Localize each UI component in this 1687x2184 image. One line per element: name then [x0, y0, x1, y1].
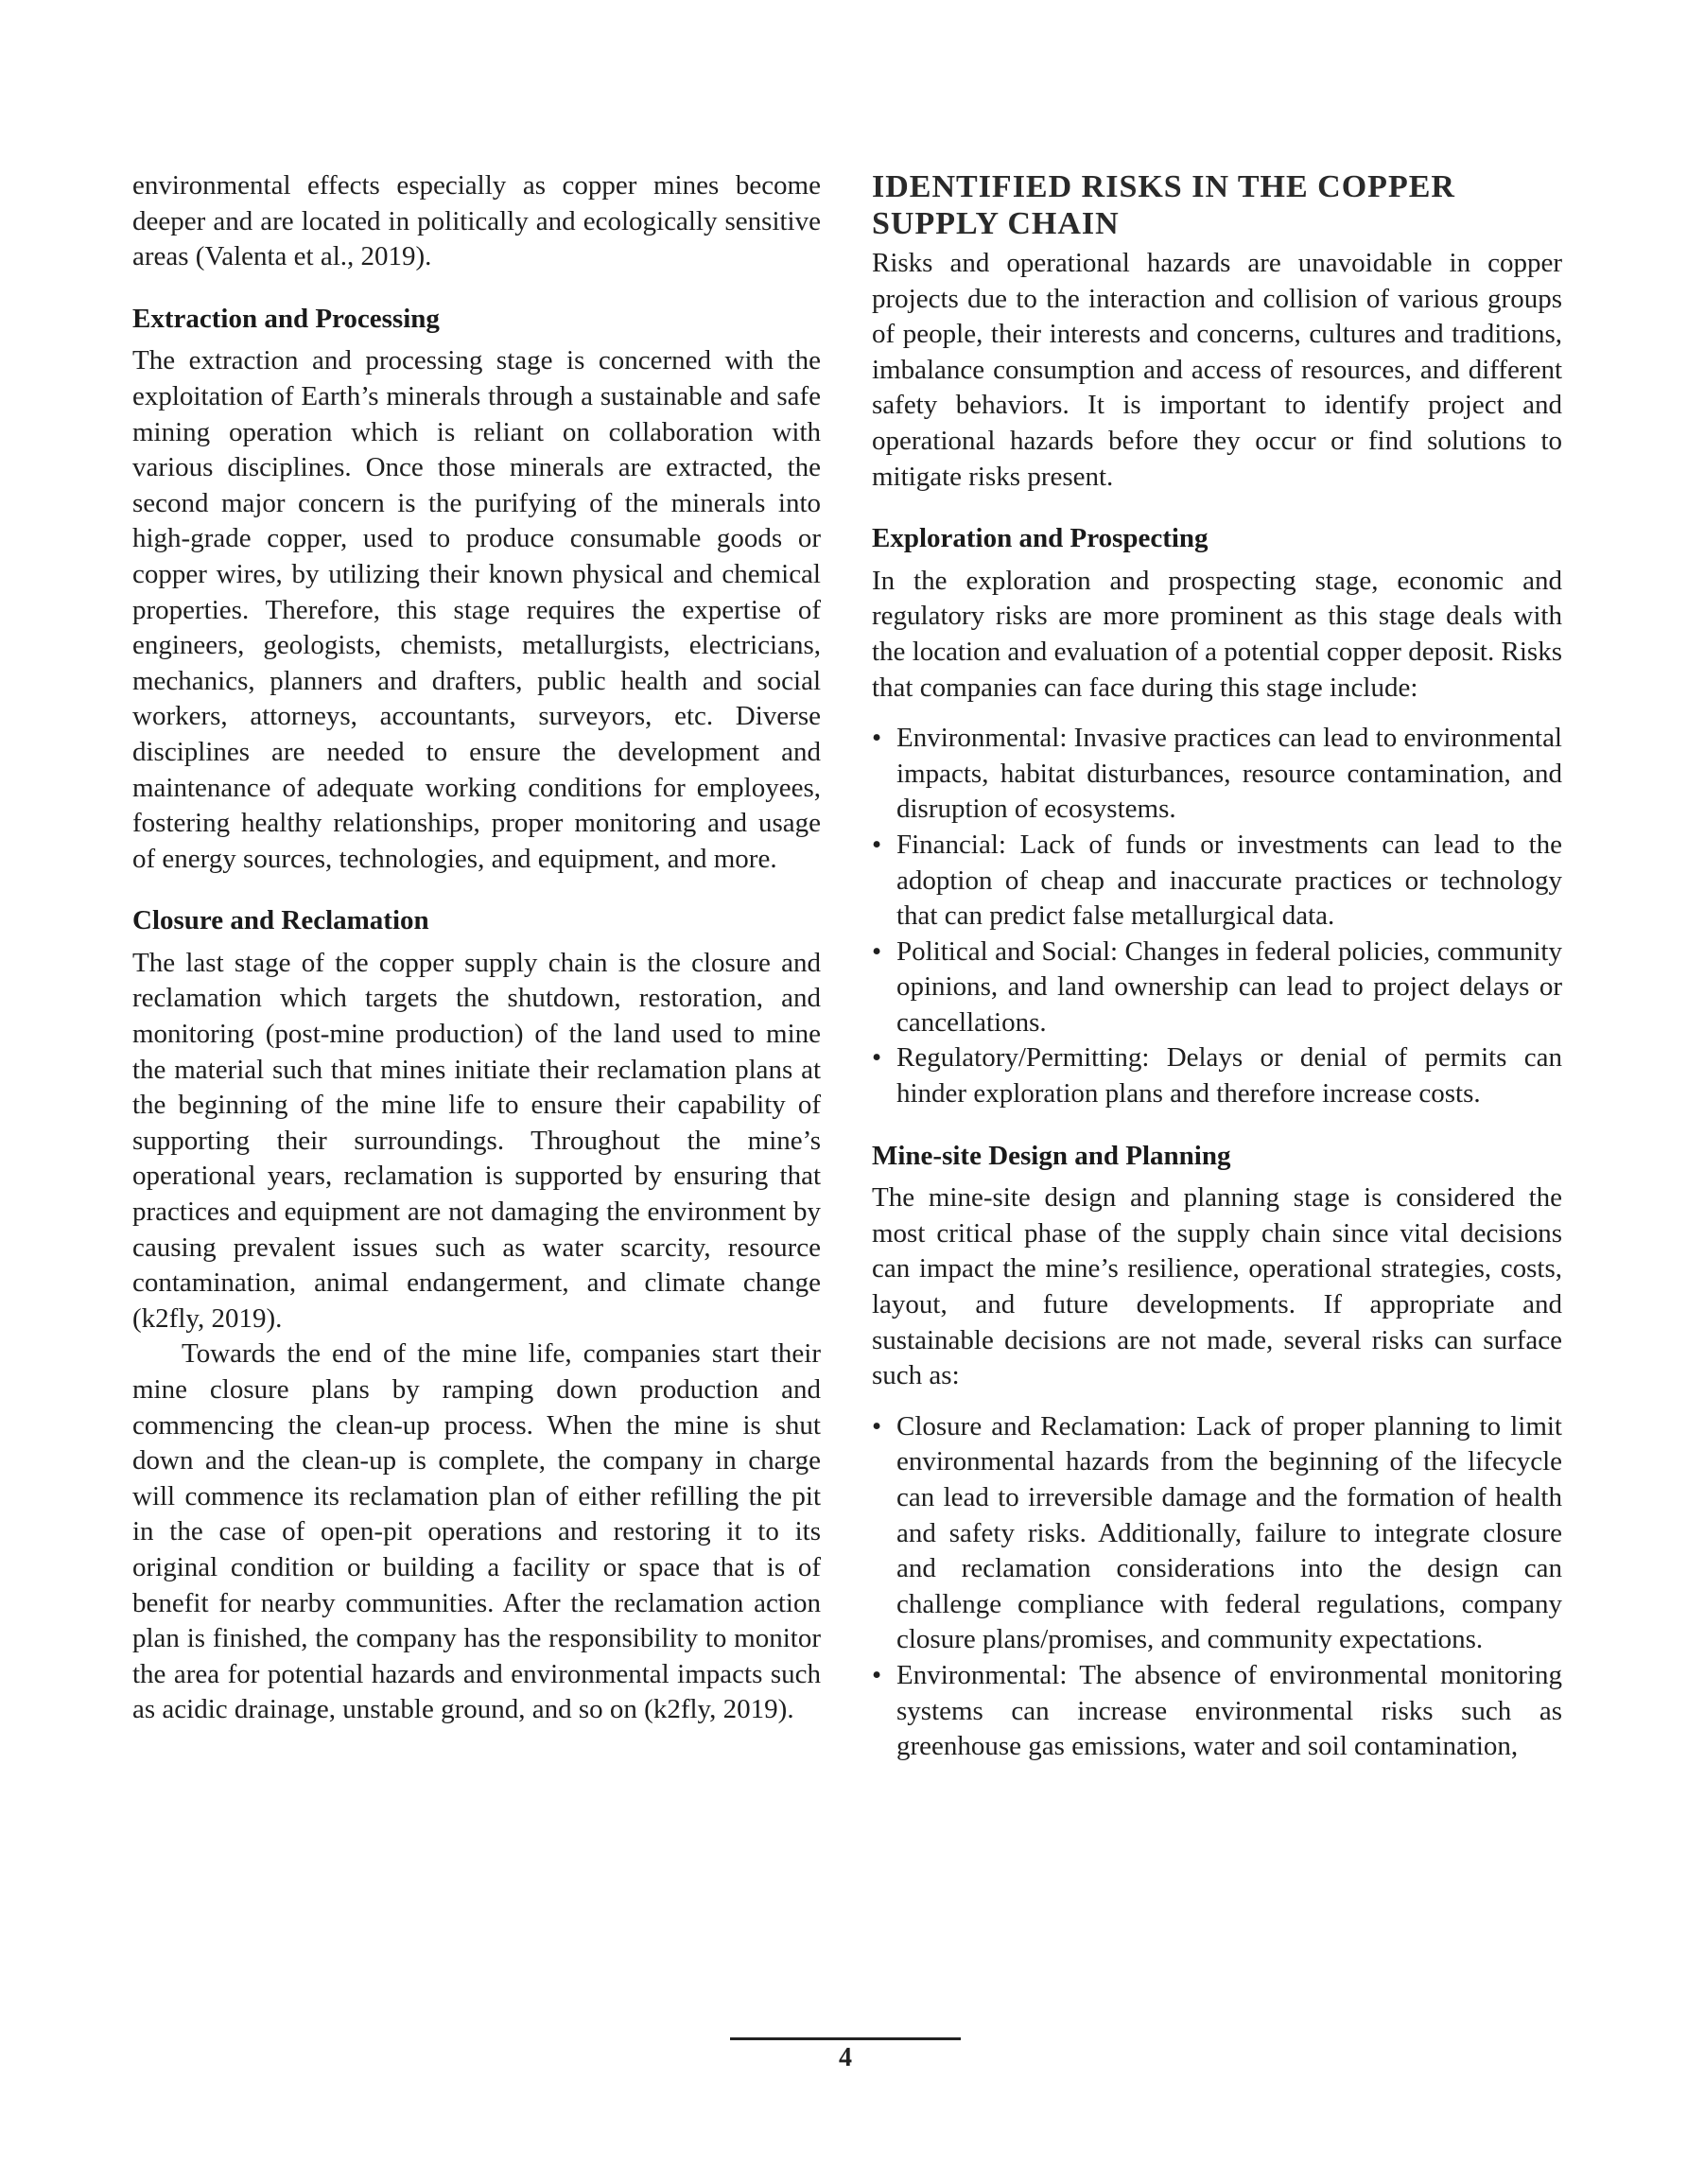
list-item: • Environmental: The absence of environmental monitoring systems can increase environmental risks such as greenhouse gas emissions, water and soil contamination, [872, 1658, 1562, 1765]
right-column [872, 168, 1562, 1765]
list-exploration-risks [872, 721, 1562, 1112]
list-minesite-risks [872, 1409, 1562, 1765]
heading-exploration-prospecting: Exploration and Prospecting [872, 523, 1209, 554]
list-item: • Regulatory/Permitting: Delays or denial of permits can hinder exploration plans and therefore increase costs. [872, 1040, 1562, 1111]
paragraph-risks-intro: Risks and operational hazards are unavoidable in copper projects due to the interaction and collision of various groups of people, their interests and concerns, cultures and traditions, imbalance consumption and access of resources, and different safety behaviors. It is important to identify project and operational hazards before they occur or find solutions to mitigate risks present. [872, 248, 1562, 492]
paragraph-closure-reclamation-2: Towards the end of the mine life, companies start their mine closure plans by ramping down production and commencing the clean-up process. When the mine is shut down and the clean-up is complete, the company in charge will commence its reclamation plan of either refilling the pit in the case of open-pit operations and restoring it to its original condition or building a facility or space that is of benefit for nearby communities. After the reclamation action plan is finished, the company has the responsibility to monitor the area for potential hazards and environmental impacts such as acidic drainage, unstable ground, and so on (k2fly, 2019). [132, 1338, 821, 1725]
heading-minesite-design-planning: Mine-site Design and Planning [872, 1140, 1231, 1171]
list-item: • Environmental: Invasive practices can lead to environmental impacts, habitat disturbances, resource contamination, and disruption of ecosystems. [872, 721, 1562, 828]
footer-divider [730, 2037, 961, 2040]
section-title-identified-risks: IDENTIFIED RISKS IN THE COPPER SUPPLY CHAIN [872, 169, 1455, 241]
list-item: • Financial: Lack of funds or investments can lead to the adoption of cheap and inaccurate practices or technology that can predict false metallurgical data. [872, 828, 1562, 935]
heading-extraction-processing: Extraction and Processing [132, 303, 440, 334]
heading-closure-reclamation: Closure and Reclamation [132, 905, 429, 936]
paragraph-closure-reclamation-1: The last stage of the copper supply chain is the closure and reclamation which targets the shutdown, restoration, and monitoring (post-mine production) of the land used to mine the material such that mines initiate their reclamation plans at the beginning of the mine life to ensure their capability of supporting their surroundings. Throughout the mine’s operational years, reclamation is supported by ensuring that practices and equipment are not damaging the environment by causing prevalent issues such as water scarcity, resource contamination, animal endangerment, and climate change (k2fly, 2019). [132, 947, 821, 1334]
paragraph-exploration-prospecting: In the exploration and prospecting stage, economic and regulatory risks are more prominent as this stage deals with the location and evaluation of a potential copper deposit. Risks that companies can face during this stage include: [872, 565, 1562, 703]
paragraph-minesite-design-planning: The mine-site design and planning stage is considered the most critical phase of the supply chain since vital decisions can impact the mine’s resilience, operational strategies, costs, layout, and future developments. If appropriate and sustainable decisions are not made, several risks can surface such as: [872, 1182, 1562, 1391]
paragraph-extraction-processing: The extraction and processing stage is concerned with the exploitation of Earth’s minerals through a sustainable and safe mining operation which is reliant on collaboration with various disciplines. Once those minerals are extracted, the second major concern is the purifying of the minerals into high-grade copper, used to produce consumable goods or copper wires, by utilizing their known physical and chemical properties. Therefore, this stage requires the expertise of engineers, geologists, chemists, metallurgists, electricians, mechanics, planners and drafters, public health and social workers, attorneys, accountants, surveyors, etc. Diverse disciplines are needed to ensure the development and maintenance of adequate working conditions for employees, fostering healthy relationships, proper monitoring and usage of energy sources, technologies, and equipment, and more. [132, 345, 821, 874]
page-number: 4 [839, 2043, 852, 2072]
list-item: • Political and Social: Changes in federal policies, community opinions, and land ownership can lead to project delays or cancellations. [872, 935, 1562, 1041]
left-column [132, 168, 821, 1728]
intro-paragraph-continued: environmental effects especially as copper mines become deeper and are located in politically and ecologically sensitive areas (Valenta et al., 2019). [132, 170, 821, 272]
list-item: • Closure and Reclamation: Lack of proper planning to limit environmental hazards from the beginning of the lifecycle can lead to irreversible damage and the formation of health and safety risks. Additionally, failure to integrate closure and reclamation considerations into the design can challenge compliance with federal regulations, company closure plans/promises, and community expectations. [872, 1409, 1562, 1658]
